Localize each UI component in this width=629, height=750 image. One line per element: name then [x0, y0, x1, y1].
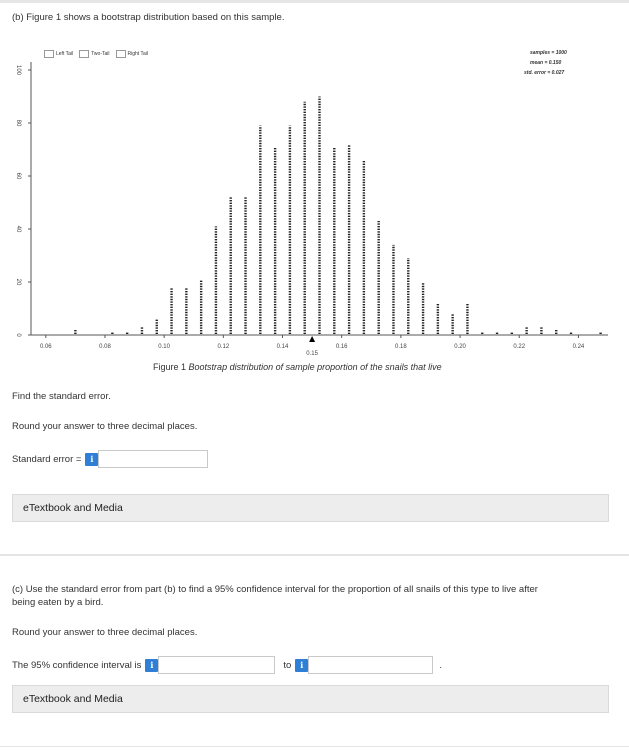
std-error-stat: std. error = 0.027 [524, 70, 565, 76]
y-tick-label: 40 [15, 225, 21, 233]
mean-stat: mean = 0.150 [530, 60, 562, 66]
tail-legend [44, 50, 148, 58]
x-tick-label: 0.14 [276, 344, 289, 350]
mean-marker-label: 0.15 [306, 351, 318, 357]
part-c-heading-line1: (c) Use the standard error from part (b) to find a 95% confidence interval for the proportion of all snails of this type to live after [12, 584, 538, 595]
part-c-etextbook-media[interactable]: eTextbook and Media [12, 685, 609, 713]
y-tick-label: 20 [15, 278, 21, 286]
x-tick-label: 0.06 [39, 344, 52, 350]
lower-bound-input[interactable] [158, 656, 275, 674]
two-tail-label: Two-Tail [91, 51, 110, 57]
part-b-heading: (b) Figure 1 shows a bootstrap distribution based on this sample. [12, 12, 285, 23]
section-divider [0, 554, 629, 556]
standard-error-input[interactable] [98, 450, 208, 468]
mean-marker-triangle [309, 336, 315, 342]
x-tick-label: 0.08 [99, 344, 111, 350]
part-b-round-text: Round your answer to three decimal places. [12, 421, 198, 432]
x-tick-label: 0.18 [395, 344, 407, 350]
right-tail-label: Right Tail [127, 51, 148, 57]
find-standard-error-text: Find the standard error. [12, 391, 111, 402]
y-tick-label: 80 [15, 119, 21, 127]
two-tail-checkbox[interactable] [79, 50, 89, 58]
part-c-heading-line2: being eaten by a bird. [12, 597, 104, 608]
bootstrap-dotplot [0, 35, 629, 380]
figure-caption-text: Bootstrap distribution of sample proportion of the snails that live [188, 362, 442, 372]
interval-period: . [439, 659, 442, 671]
figure-caption [153, 362, 442, 372]
samples-stat: samples = 1000 [530, 50, 567, 56]
confidence-interval-label: The 95% confidence interval is [12, 659, 142, 671]
upper-bound-input[interactable] [308, 656, 433, 674]
standard-error-row [12, 450, 208, 468]
y-tick-label: 60 [15, 172, 21, 180]
y-tick-label: 0 [15, 333, 21, 337]
upper-bound-info-icon[interactable]: i [295, 659, 308, 672]
x-tick-label: 0.12 [217, 344, 230, 350]
x-tick-label: 0.16 [335, 344, 348, 350]
x-tick-label: 0.22 [513, 344, 526, 350]
to-label: to [283, 659, 292, 671]
bootstrap-figure [0, 35, 629, 380]
x-tick-label: 0.24 [572, 344, 585, 350]
x-tick-label: 0.10 [158, 344, 170, 350]
left-tail-label: Left Tail [56, 51, 74, 57]
bottom-divider [0, 746, 629, 747]
confidence-interval-row [12, 656, 442, 674]
bootstrap-stats [524, 48, 567, 78]
x-tick-label: 0.20 [454, 344, 466, 350]
part-b-etextbook-media[interactable]: eTextbook and Media [12, 494, 609, 522]
right-tail-checkbox[interactable] [116, 50, 126, 58]
info-icon[interactable]: i [85, 453, 98, 466]
lower-bound-info-icon[interactable]: i [145, 659, 158, 672]
y-tick-label: 100 [15, 64, 21, 76]
part-c-round-text: Round your answer to three decimal places. [12, 627, 198, 638]
standard-error-label: Standard error = [12, 453, 82, 465]
left-tail-checkbox[interactable] [44, 50, 54, 58]
figure-caption-prefix: Figure 1 [153, 362, 187, 372]
top-border [0, 0, 629, 3]
